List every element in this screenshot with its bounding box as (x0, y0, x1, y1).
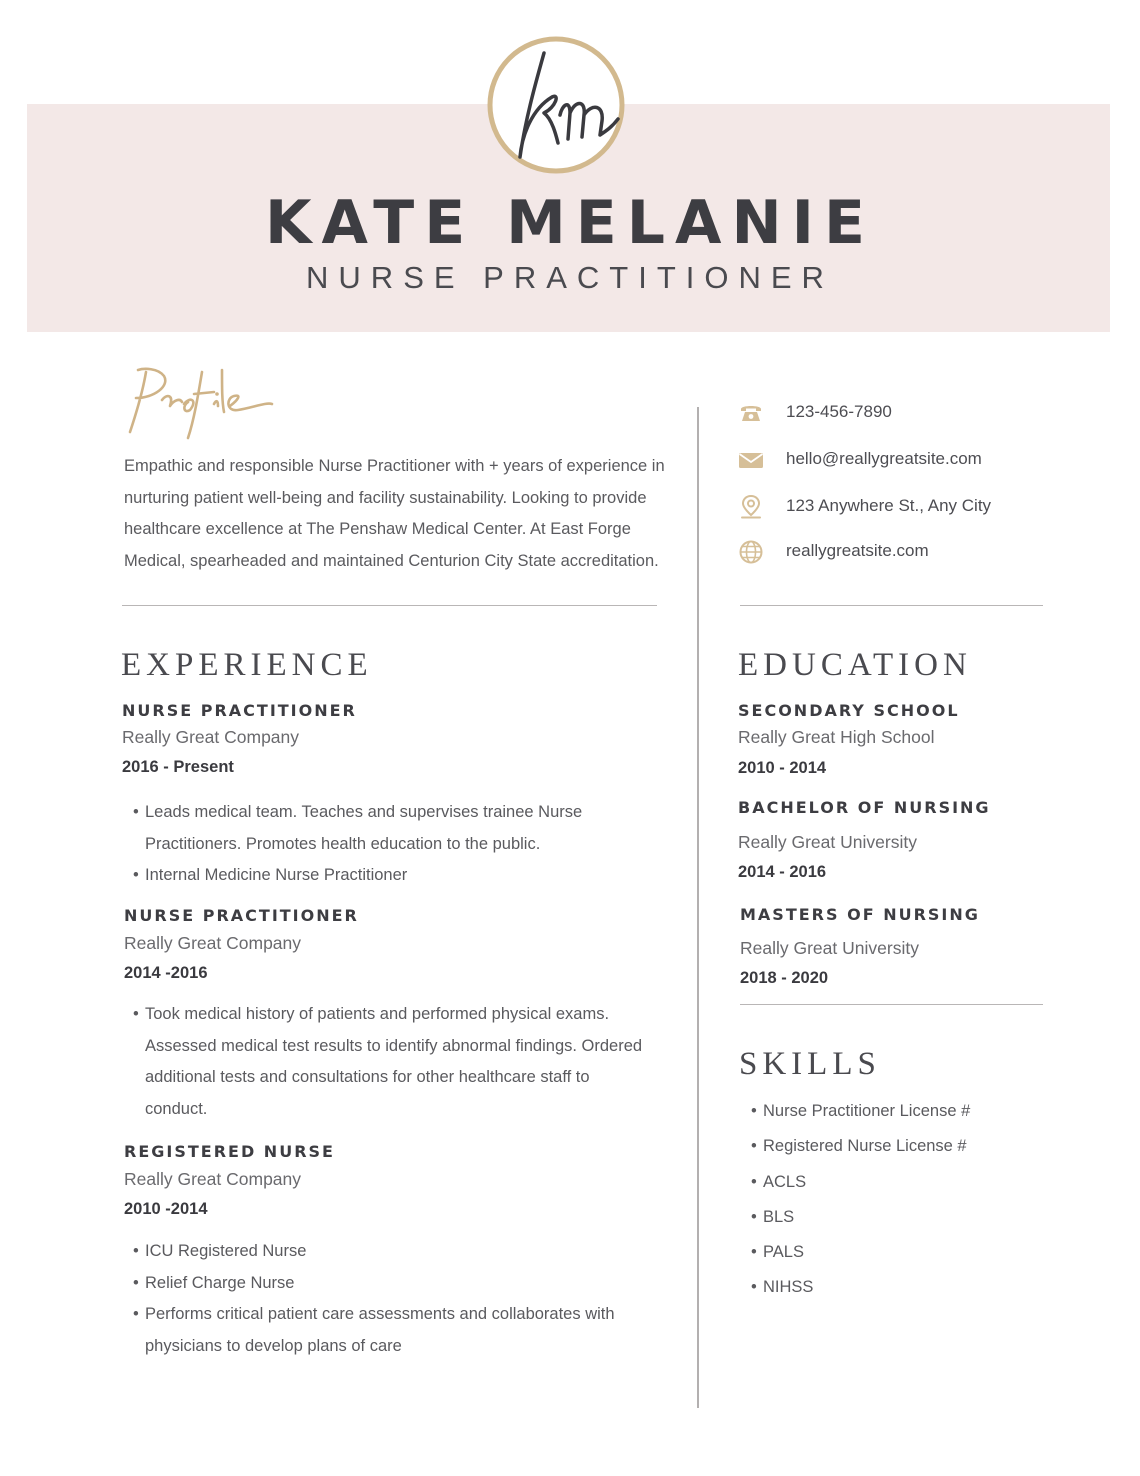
job-dates: 2010 -2014 (124, 1200, 208, 1218)
contact-email-text: hello@reallygreatsite.com (786, 449, 982, 468)
contact-phone (738, 400, 1058, 428)
job-bullets (124, 1236, 644, 1362)
contact-website[interactable] (738, 539, 1058, 567)
education-school: Really Great University (738, 832, 917, 852)
svg-text:km: km (486, 35, 488, 36)
skills-list (742, 1097, 1062, 1309)
candidate-role: NURSE PRACTITIONER (306, 260, 834, 295)
skills-heading: SKILLS (739, 1046, 881, 1082)
job-dates: 2016 - Present (122, 758, 234, 776)
job-bullets (124, 797, 644, 892)
skill-item: • NIHSS (742, 1273, 1062, 1308)
education-school: Really Great High School (738, 727, 935, 747)
education-degree: BACHELOR OF NURSING (738, 798, 991, 817)
skill-item: • ACLS (742, 1168, 1062, 1203)
column-divider (697, 407, 699, 1408)
education-dates: 2018 - 2020 (740, 969, 829, 987)
contact-phone-text: 123-456-7890 (786, 402, 892, 421)
skill-item: • Registered Nurse License # (742, 1132, 1062, 1167)
job-bullet: • Relief Charge Nurse (124, 1268, 644, 1300)
profile-divider (122, 605, 657, 606)
job-bullet: • ICU Registered Nurse (124, 1236, 644, 1268)
globe-icon (738, 539, 764, 565)
job-bullets (124, 999, 644, 1125)
education-degree: MASTERS OF NURSING (740, 905, 980, 924)
contact-divider (740, 605, 1043, 606)
phone-icon (738, 400, 764, 426)
skill-item: • BLS (742, 1203, 1062, 1238)
contact-email[interactable] (738, 447, 1058, 475)
job-company: Really Great Company (122, 727, 300, 747)
job-title: NURSE PRACTITIONER (122, 701, 357, 720)
contact-address (738, 494, 1058, 522)
education-divider (740, 1004, 1043, 1005)
mail-icon (738, 447, 764, 473)
candidate-name: KATE MELANIE (265, 188, 875, 258)
experience-heading: EXPERIENCE (121, 647, 373, 683)
job-bullet: • Internal Medicine Nurse Practitioner (124, 860, 644, 892)
profile-summary: Empathic and responsible Nurse Practitioner with + years of experience in nurturing patient well-being and facility sustainability. Looking to provide healthcare excellence at The Penshaw Medical Center. At East Forge Medical, spearheaded and maintained Centurion City State accreditation. (124, 457, 665, 570)
skill-item: • Nurse Practitioner License # (742, 1097, 1062, 1132)
education-school: Really Great University (740, 938, 919, 958)
job-title: REGISTERED NURSE (124, 1142, 335, 1161)
profile-heading (118, 360, 288, 445)
location-pin-icon (738, 494, 764, 520)
skill-item: • PALS (742, 1238, 1062, 1273)
job-bullet: • Took medical history of patients and performed physical exams. Assessed medical test results to identify abnormal findings. Ordered additional tests and consultations for other healthcare staff to conduct. (124, 999, 644, 1125)
monogram-logo (486, 35, 626, 175)
education-dates: 2010 - 2014 (738, 759, 827, 777)
job-bullet: • Leads medical team. Teaches and supervises trainee Nurse Practitioners. Promotes health education to the public. (124, 797, 644, 860)
job-title: NURSE PRACTITIONER (124, 906, 359, 925)
job-company: Really Great Company (124, 1169, 302, 1189)
education-degree: SECONDARY SCHOOL (738, 701, 960, 720)
contact-website-text: reallygreatsite.com (786, 541, 929, 560)
job-dates: 2014 -2016 (124, 964, 208, 982)
education-heading: EDUCATION (738, 647, 972, 683)
job-company: Really Great Company (124, 933, 302, 953)
contact-address-text: 123 Anywhere St., Any City (786, 496, 992, 515)
education-dates: 2014 - 2016 (738, 863, 827, 881)
job-bullet: • Performs critical patient care assessments and collaborates with physicians to develop plans of care (124, 1299, 644, 1362)
